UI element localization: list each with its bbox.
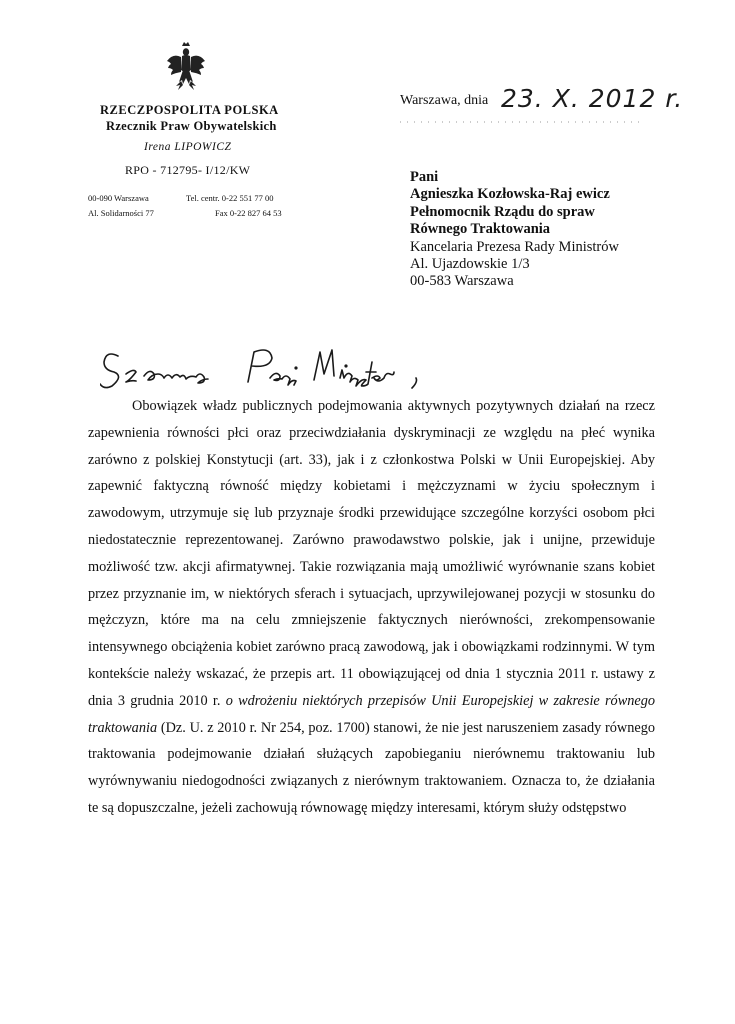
letter-body <box>88 393 655 822</box>
official-name: Irena LIPOWICZ <box>144 141 232 153</box>
handwritten-greeting <box>100 338 430 396</box>
recipient-office: Kancelaria Prezesa Rady Ministrów <box>410 238 619 255</box>
recipient-city: 00-583 Warszawa <box>410 273 514 290</box>
body-text-2: (Dz. U. z 2010 r. Nr 254, poz. 1700) stanowi, że nie jest naruszeniem zasady równego traktowania podejmowanie działań służących zapobieganiu nierównemu traktowaniu lub wyrównywaniu niedogodności związanych z nierównym traktowaniem. Oznacza to, że działania te są dopuszczalne, jeżeli zachowują równowagę między interesami, którym służy odstępstwo <box>88 719 655 816</box>
org-name: RZECZPOSPOLITA POLSKA <box>100 103 279 117</box>
recipient-name: Agnieszka Kozłowska-Raj ewicz <box>410 186 610 203</box>
address-city: 00-090 Warszawa <box>88 193 149 203</box>
fax-number: Fax 0-22 827 64 53 <box>215 208 282 218</box>
reference-number: RPO - 712795- I/12/KW <box>125 163 251 177</box>
act-title: o wdrożeniu niektórych przepisów Unii Europejskiej w zakresie równego traktowania <box>88 692 656 736</box>
recipient-block <box>410 169 619 291</box>
body-text-1: Obowiązek władz publicznych podejmowania aktywnych pozytywnych działań na rzecz zapewnienia równości płci oraz przeciwdziałania dyskryminacji ze względu na płeć wynika zarówno z polskiej Konstytucji (art. 33), jak i z członkostwa Polski w Unii Europejskiej. Aby zapewnić faktyczną równość między kobietami i mężczyznami w życiu społecznym i zawodowym, utrzymuje się lub przyznaje środki przewidujące szczególne korzyści osobom płci niedostatecznie reprezentowanej. Zarówno prawodawstwo polskie, jak i unijne, przewiduje możliwość tzw. akcji afirmatywnej. Takie rozwiązania mają umożliwić wyrównanie szans kobiet przez przyznanie im, w niektórych sferach i sytuacjach, uprzywilejowanej pozycji w stosunku do mężczyzn, które ma na celu zmniejszenie faktycznych nierówności, zrekompensowanie intensywnego obciążenia kobiet zarówno pracą zawodową, jak i obowiązkami rodzinnymi. W tym kontekście należy wskazać, że przepis art. 11 obowiązującej od dnia 1 stycznia 2011 r. ustawy z dnia 3 grudnia 2010 r. <box>88 398 655 709</box>
phone-number: Tel. centr. 0-22 551 77 00 <box>186 193 274 203</box>
recipient-street: Al. Ujazdowskie 1/3 <box>410 256 530 273</box>
org-office: Rzecznik Praw Obywatelskich <box>106 119 277 133</box>
date-label: Warszawa, dnia <box>400 93 489 108</box>
recipient-title-2: Równego Traktowania <box>410 221 551 238</box>
dotted-line <box>400 118 640 126</box>
recipient-title: Pełnomocnik Rządu do spraw <box>410 203 595 220</box>
handwritten-date: 23. X. 2012 r. <box>501 84 684 113</box>
white-eagle-emblem-icon <box>165 40 207 96</box>
address-street: Al. Solidarności 77 <box>88 208 154 218</box>
recipient-salutation: Pani <box>410 169 439 185</box>
